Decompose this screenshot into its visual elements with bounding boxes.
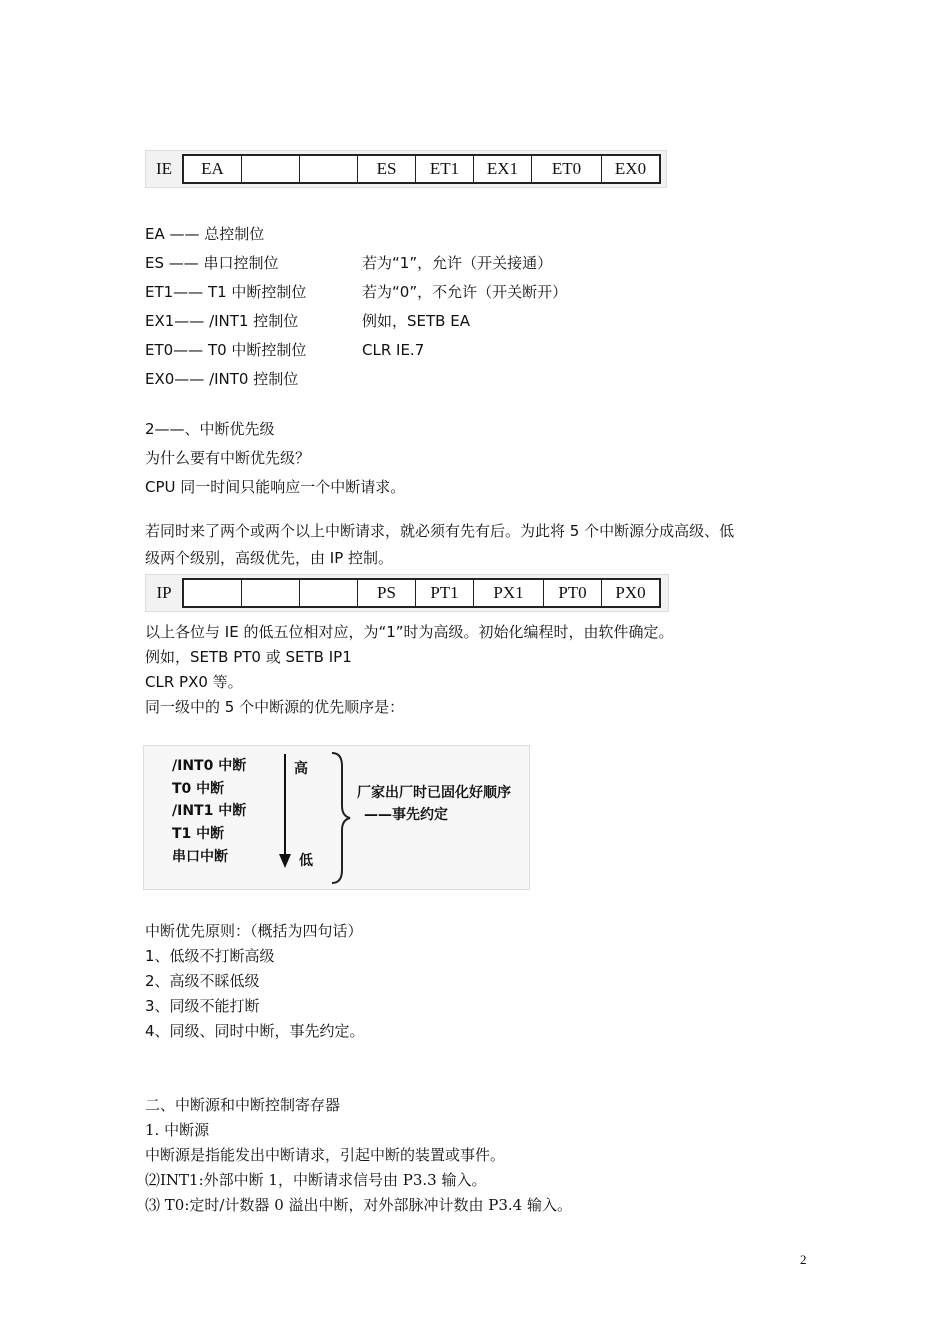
ie-note-example: 例如，SETB EA — [362, 312, 470, 330]
ip-bit-4: PS — [357, 580, 415, 606]
ie-bit-0: EX0 — [601, 156, 659, 182]
source-t0: T0 中断 — [172, 781, 225, 797]
ip-bit-1: PT0 — [543, 580, 601, 606]
ip-bit-6 — [241, 580, 299, 606]
ip-bit-2: PX1 — [473, 580, 543, 606]
ie-desc-ex0: EX0—— /INT0 控制位 — [145, 370, 299, 388]
section-2-subheading: 1. 中断源 — [145, 1121, 210, 1139]
ie-bit-1: ET0 — [531, 156, 601, 182]
ie-register-table — [145, 150, 667, 188]
ip-register-table — [145, 574, 669, 612]
ie-note-1: 若为“1”，允许（开关接通） — [362, 254, 553, 272]
principles-title: 中断优先原则：（概括为四句话） — [145, 922, 363, 940]
priority-heading: 2——、中断优先级 — [145, 420, 275, 438]
ie-desc-ex1: EX1—— /INT1 控制位 — [145, 312, 299, 330]
same-level-order-intro: 同一级中的 5 个中断源的优先顺序是： — [145, 698, 405, 716]
priority-down-arrow-icon — [276, 752, 294, 870]
right-brace-icon — [328, 750, 354, 886]
priority-paragraph-line1: 若同时来了两个或两个以上中断请求，就必须有先有后。为此将 5 个中断源分成高级、低 — [145, 522, 735, 540]
ie-register-name: IE — [155, 159, 173, 178]
priority-low-label: 低 — [299, 853, 313, 869]
ie-bit-4: ES — [357, 156, 415, 182]
int1-description: ⑵INT1:外部中断 1，中断请求信号由 P3.3 输入。 — [145, 1171, 487, 1189]
source-serial: 串口中断 — [172, 849, 228, 865]
ie-desc-es: ES —— 串口控制位 — [145, 254, 279, 272]
ie-bit-2: EX1 — [473, 156, 531, 182]
ip-explanation: 以上各位与 IE 的低五位相对应，为“1”时为高级。初始化编程时，由软件确定。 — [145, 623, 674, 641]
ip-register-name: IP — [156, 583, 172, 602]
ie-desc-et1: ET1—— T1 中断控制位 — [145, 283, 307, 301]
ie-note-0: 若为“0”，不允许（开关断开） — [362, 283, 568, 301]
ie-bit-7: EA — [201, 159, 224, 178]
ip-bit-0: PX0 — [601, 580, 659, 606]
priority-high-label: 高 — [294, 761, 308, 777]
ip-bit-7 — [184, 580, 241, 606]
priority-answer: CPU 同一时间只能响应一个中断请求。 — [145, 478, 406, 496]
source-int0: /INT0 中断 — [172, 758, 247, 774]
source-t1: T1 中断 — [172, 826, 225, 842]
predefined-note: ——事先约定 — [364, 807, 448, 823]
ie-note-clr: CLR IE.7 — [362, 341, 425, 359]
principle-4: 4、同级、同时中断，事先约定。 — [145, 1022, 365, 1040]
ie-desc-ea: EA —— 总控制位 — [145, 225, 265, 243]
section-2-heading: 二、中断源和中断控制寄存器 — [145, 1096, 341, 1114]
ip-example: 例如，SETB PT0 或 SETB IP1 — [145, 648, 352, 666]
principle-2: 2、高级不睬低级 — [145, 972, 260, 990]
ip-register-bits — [182, 578, 661, 608]
factory-order-note: 厂家出厂时已固化好顺序 — [357, 785, 511, 801]
t0-description: ⑶ T0:定时/计数器 0 溢出中断，对外部脉冲计数由 P3.4 输入。 — [145, 1196, 572, 1214]
ip-bit-5 — [299, 580, 357, 606]
interrupt-source-definition: 中断源是指能发出中断请求，引起中断的装置或事件。 — [145, 1146, 506, 1164]
priority-paragraph-line2: 级两个级别，高级优先，由 IP 控制。 — [145, 549, 394, 567]
ie-bit-6 — [241, 156, 299, 182]
ie-bit-5 — [299, 156, 357, 182]
ip-bit-3: PT1 — [415, 580, 473, 606]
principle-1: 1、低级不打断高级 — [145, 947, 275, 965]
ie-desc-et0: ET0—— T0 中断控制位 — [145, 341, 307, 359]
page-number: 2 — [800, 1252, 807, 1267]
ip-clr-example: CLR PX0 等。 — [145, 673, 243, 691]
priority-question: 为什么要有中断优先级？ — [145, 449, 311, 467]
priority-order-figure — [143, 745, 530, 890]
source-int1: /INT1 中断 — [172, 803, 247, 819]
principle-3: 3、同级不能打断 — [145, 997, 260, 1015]
ie-bit-3: ET1 — [415, 156, 473, 182]
ie-register-bits — [182, 154, 661, 184]
